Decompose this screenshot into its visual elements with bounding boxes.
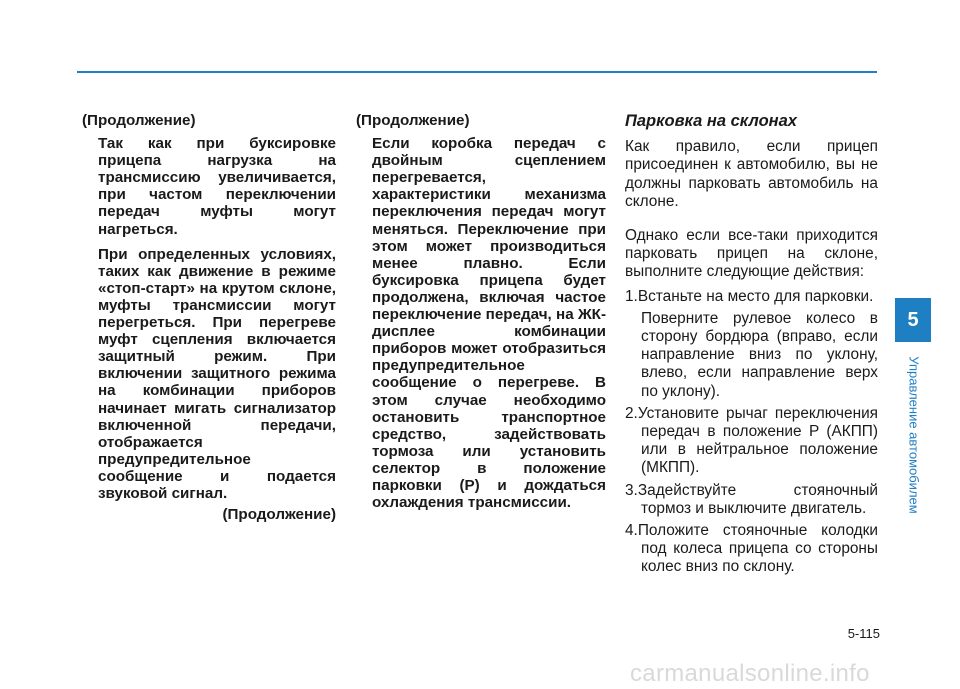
warning-column-2 [356,112,606,519]
paragraph: При определенных условиях, таких как движение в режиме «стоп-старт» на крутом склоне, муфты трансмиссии могут перегреться. При перегреве муфт сцепления включается защитный режим. При включении защитного режима на комбинации приборов начинает мигать сигнализатор включенной передачи, отображается предупредительное сообщение и подается звуковой сигнал. [98,245,336,502]
list-item: 2.Установите рычаг переключения передач в положение P (АКПП) или в нейтральное положение (МКПП). [625,404,878,477]
list-item: 1.Встаньте на место для парковки. Поверните рулевое колесо в сторону бордюра (вправо, если направление вниз по уклону, влево, если направление верх по уклону). [625,287,878,400]
paragraph: Так как при буксировке прицепа нагрузка на трансмиссию увеличивается, при частом переключении передач муфты могут нагреться. [98,135,336,238]
continued-label: (Продолжение) [356,112,470,129]
list-item: 3.Задействуйте стояночный тормоз и выключите двигатель. [625,481,878,517]
section-title: Парковка на склонах [625,112,797,130]
warning-column-1 [82,112,336,523]
slope-parking-section [625,112,878,581]
watermark: carmanualsonline.info [630,660,870,687]
continued-label: (Продолжение) [82,112,196,129]
steps-list [625,288,878,577]
page-number: 5-115 [847,626,880,641]
list-item: 4.Положите стояночные колодки под колеса прицепа со стороны колес вниз по склону. [625,522,878,576]
paragraph: Однако если все-таки приходится парковать прицеп на склоне, выполните следующие действия: [625,227,878,281]
chapter-tab: 5 [895,298,931,342]
continued-end-label: (Продолжение) [222,506,336,524]
paragraph: Как правило, если прицеп присоединен к автомобилю, вы не должны парковать автомобиль на склоне. [625,138,878,210]
step-detail: Поверните рулевое колесо в сторону бордюра (вправо, если направление вниз по уклону, влево, если направление верх по уклону). [641,309,878,400]
chapter-side-label: Управление автомобилем [906,356,922,514]
paragraph: Если коробка передач с двойным сцеплением перегревается, характеристики механизма переключения передач могут меняться. Переключение при этом может производиться менее плавно. Если буксировка прицепа будет продолжена, включая частое переключение передач, на ЖК-дисплее комбинации приборов может отобразиться предупредительное сообщение о перегреве. В этом случае необходимо остановить транспортное средство, задействовать тормоза или установить селектор в положение парковки (P) и дождаться охлаждения трансмиссии. [372,135,606,512]
header-rule [77,71,877,73]
